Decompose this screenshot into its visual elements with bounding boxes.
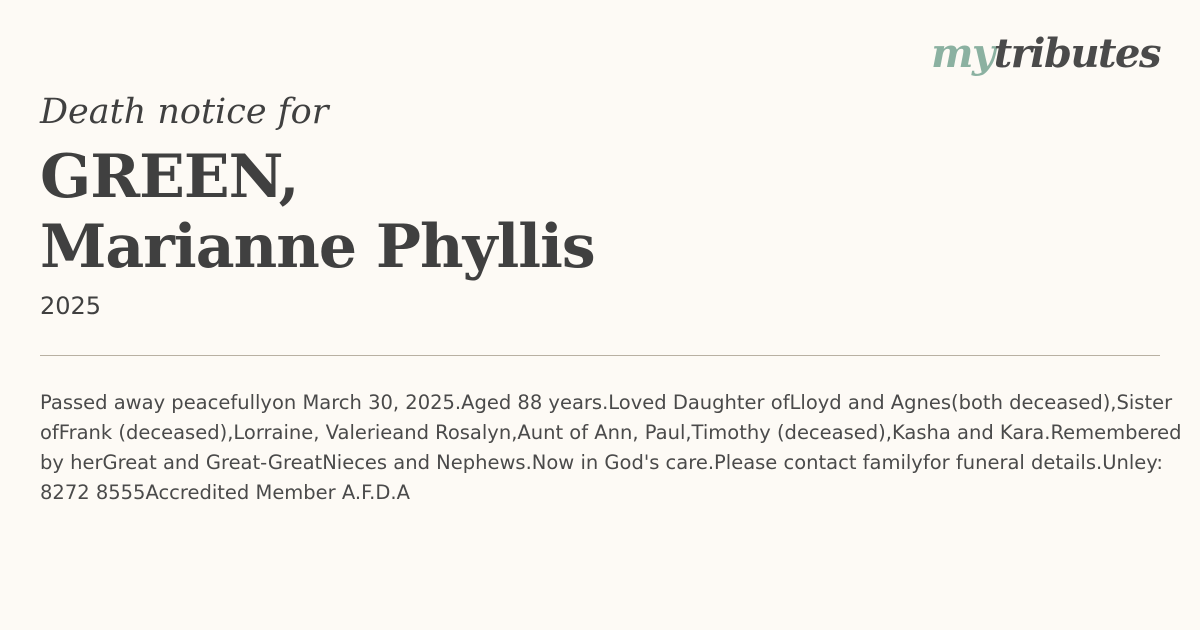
divider [40, 355, 1160, 356]
mytributes-logo[interactable] [931, 30, 1160, 77]
logo-suffix: tributes [993, 30, 1160, 77]
notice-year: 2025 [40, 292, 102, 320]
notice-intro: Death notice for [40, 92, 329, 132]
notice-body: Passed away peacefullyon March 30, 2025.Aged 88 years.Loved Daughter ofLloyd and Agnes(both deceased),Sister ofFrank (deceased),Lorraine, Valerieand Rosalyn,Aunt of Ann, Paul,Timothy (deceased),Kasha and Kara.Remembered by herGreat and Great-GreatNieces and Nephews.Now in God's care.Please contact familyfor funeral details.Unley: 8272 8555Accredited Member A.F.D.A [40, 391, 1182, 504]
notice-heading [40, 88, 940, 282]
deceased-given-names: Marianne Phyllis [40, 212, 595, 282]
logo-prefix: my [931, 30, 994, 77]
deceased-surname: GREEN, [40, 142, 299, 212]
